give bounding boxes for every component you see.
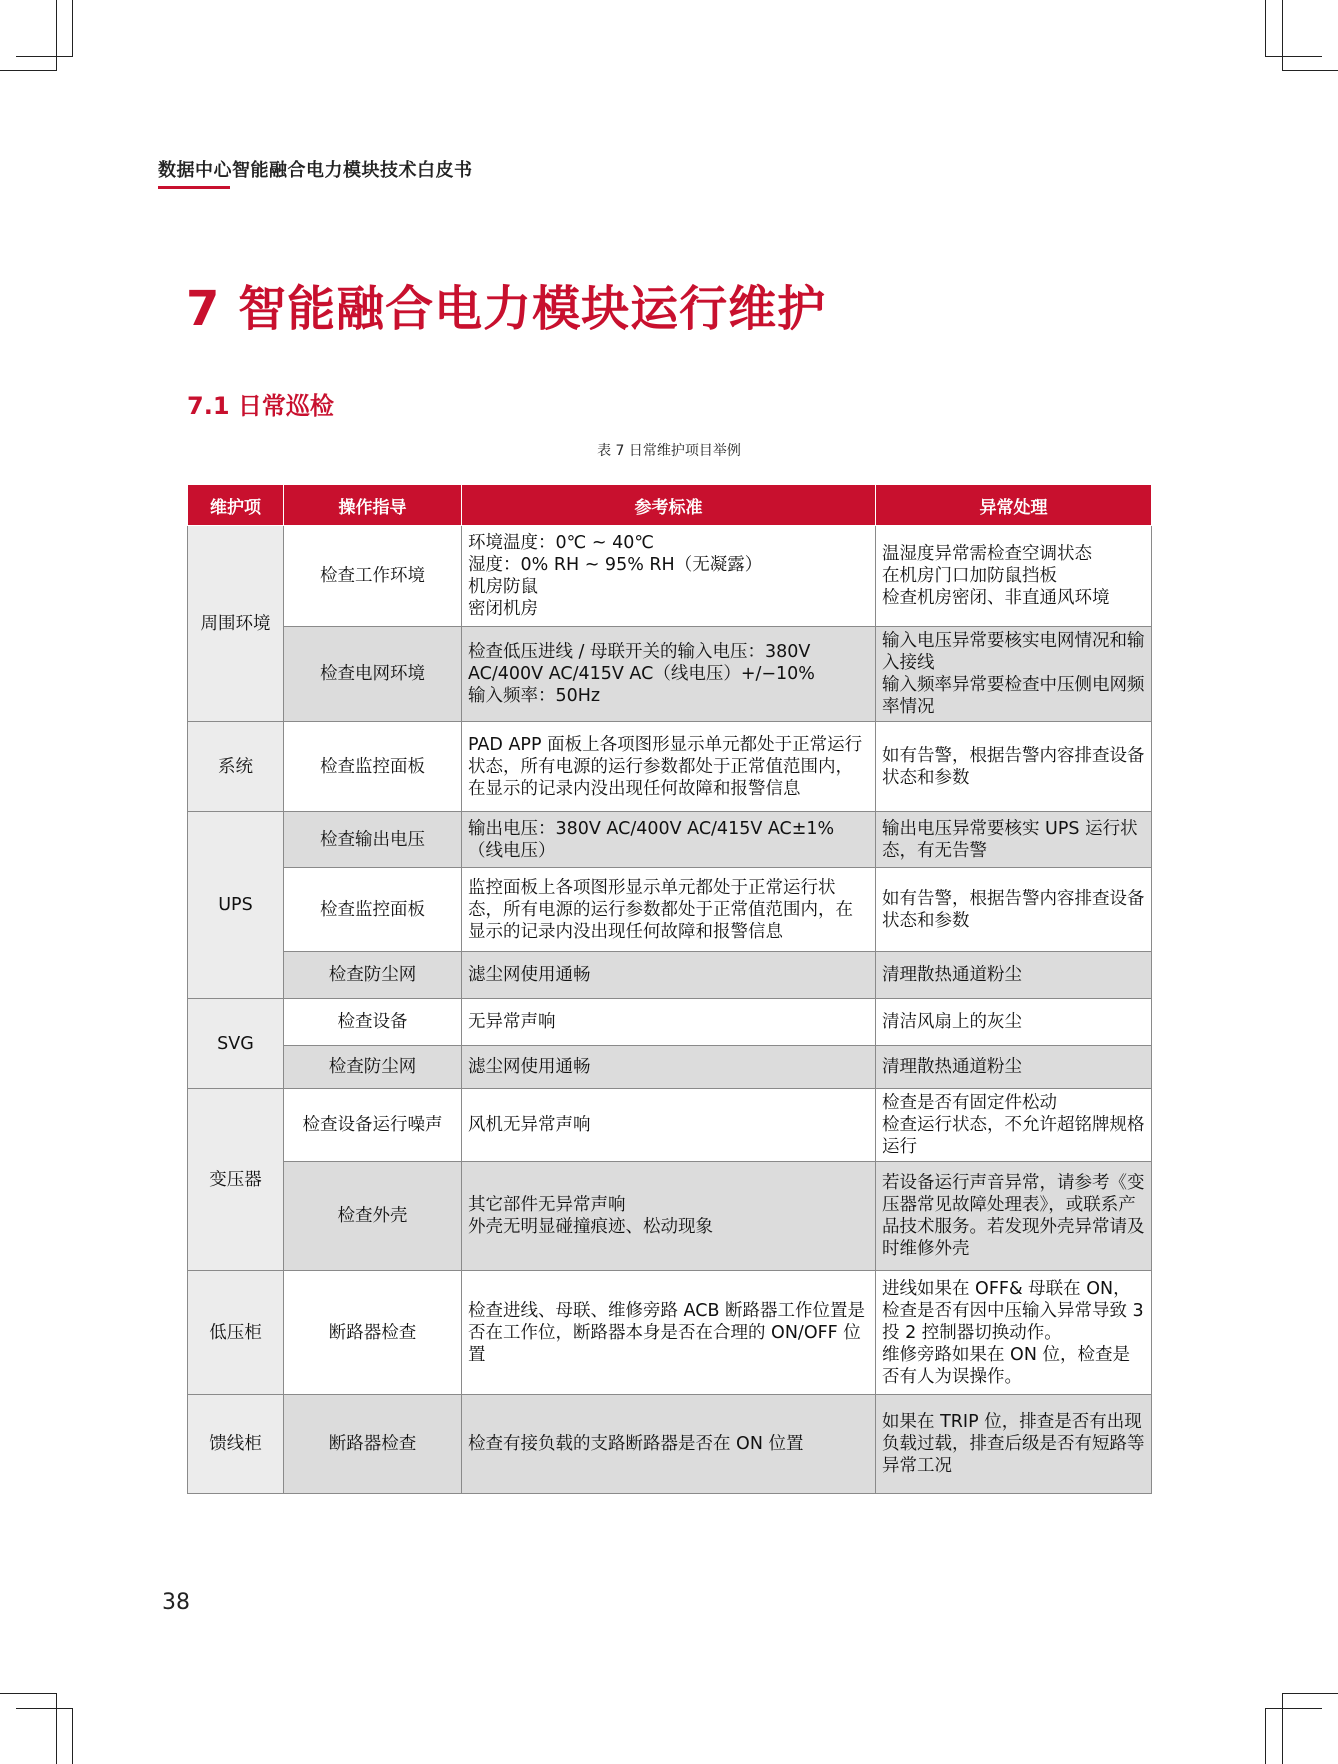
- table-header-row: [188, 485, 1152, 526]
- standard-cell: 滤尘网使用通畅: [468, 965, 591, 985]
- crop-mark: [56, 0, 57, 71]
- header-cell: 异常处理: [876, 485, 1152, 526]
- exception-cell: 清洁风扇上的灰尘: [882, 1012, 1022, 1032]
- standard-cell: 风机无异常声响: [468, 1115, 591, 1135]
- table-row: [188, 952, 1152, 999]
- crop-mark: [1265, 0, 1266, 56]
- crop-mark: [1265, 56, 1322, 57]
- exception-cell: 如果在 TRIP 位，排查是否有出现负载过载，排查后级是否有短路等异常工况: [882, 1412, 1145, 1476]
- table-row: [188, 722, 1152, 812]
- crop-mark: [72, 0, 73, 56]
- section-title: 7.1 日常巡检: [187, 392, 334, 420]
- category-cell: 系统: [188, 722, 284, 812]
- standard-cell: 输出电压：380V AC/400V AC/415V AC±1%（线电压）: [468, 818, 835, 861]
- crop-mark: [16, 56, 73, 57]
- operation-cell: 检查工作环境: [284, 526, 462, 627]
- table-row: [188, 627, 1152, 722]
- exception-cell: 进线如果在 OFF& 母联在 ON，检查是否有因中压输入异常导致 3 投 2 控制器切换动作。 维修旁路如果在 ON 位，检查是否有人为误操作。: [882, 1278, 1144, 1387]
- standard-cell: 环境温度：0℃ ~ 40℃ 湿度：0% RH ~ 95% RH（无凝露） 机房防鼠 密闭机房: [468, 533, 763, 619]
- chapter-title: 7 智能融合电力模块运行维护: [186, 281, 827, 337]
- maintenance-table: [187, 484, 1152, 1494]
- standard-cell: 其它部件无异常声响 外壳无明显碰撞痕迹、松动现象: [468, 1195, 713, 1237]
- exception-cell: 输出电压异常要核实 UPS 运行状态，有无告警: [882, 818, 1138, 861]
- exception-cell: 输入电压异常要核实电网情况和输入接线 输入频率异常要检查中压侧电网频率情况: [882, 631, 1145, 717]
- table-caption: 表 7 日常维护项目举例: [597, 443, 741, 459]
- category-cell: 低压柜: [188, 1271, 284, 1395]
- table-row: [188, 1046, 1152, 1089]
- table-row: [188, 1089, 1152, 1162]
- standard-cell: 滤尘网使用通畅: [468, 1057, 591, 1077]
- table-row: [188, 1162, 1152, 1271]
- exception-cell: 温湿度异常需检查空调状态 在机房门口加防鼠挡板 检查机房密闭、非直通风环境: [882, 544, 1110, 608]
- category-cell: 馈线柜: [188, 1395, 284, 1494]
- category-cell: 变压器: [188, 1089, 284, 1271]
- crop-mark: [0, 1693, 56, 1694]
- crop-mark: [0, 70, 56, 71]
- operation-cell: 检查防尘网: [284, 952, 462, 999]
- table-row: [188, 812, 1152, 868]
- operation-cell: 检查设备: [284, 999, 462, 1046]
- page-number: 38: [162, 1590, 190, 1615]
- crop-mark: [1282, 70, 1338, 71]
- header-cell: 参考标准: [462, 485, 876, 526]
- crop-mark: [1265, 1708, 1266, 1764]
- header-rule: [158, 186, 230, 189]
- operation-cell: 检查输出电压: [284, 812, 462, 868]
- table-row: [188, 1271, 1152, 1395]
- operation-cell: 检查监控面板: [284, 868, 462, 952]
- category-cell: UPS: [188, 812, 284, 999]
- table-row: [188, 999, 1152, 1046]
- exception-cell: 检查是否有固定件松动 检查运行状态，不允许超铭牌规格运行: [882, 1093, 1145, 1157]
- crop-mark: [1282, 1693, 1283, 1764]
- operation-cell: 检查防尘网: [284, 1046, 462, 1089]
- table-row: [188, 1395, 1152, 1494]
- standard-cell: 无异常声响: [468, 1012, 556, 1032]
- crop-mark: [72, 1708, 73, 1764]
- exception-cell: 如有告警，根据告警内容排查设备状态和参数: [882, 745, 1145, 788]
- exception-cell: 如有告警，根据告警内容排查设备状态和参数: [882, 888, 1145, 931]
- standard-cell: 检查低压进线 / 母联开关的输入电压：380V AC/400V AC/415V AC（线电压）+/−10% 输入频率：50Hz: [468, 642, 815, 706]
- exception-cell: 清理散热通道粉尘: [882, 965, 1022, 985]
- operation-cell: 断路器检查: [284, 1271, 462, 1395]
- operation-cell: 检查电网环境: [284, 627, 462, 722]
- exception-cell: 若设备运行声音异常，请参考《变压器常见故障处理表》，或联系产品技术服务。若发现外壳异常请及时维修外壳: [882, 1173, 1145, 1259]
- operation-cell: 断路器检查: [284, 1395, 462, 1494]
- standard-cell: 检查进线、母联、维修旁路 ACB 断路器工作位置是否在工作位，断路器本身是否在合理的 ON/OFF 位置: [468, 1300, 866, 1365]
- crop-mark: [56, 1693, 57, 1764]
- operation-cell: 检查监控面板: [284, 722, 462, 812]
- table-row: [188, 868, 1152, 952]
- standard-cell: 检查有接负载的支路断路器是否在 ON 位置: [468, 1434, 804, 1454]
- running-header: 数据中心智能融合电力模块技术白皮书: [158, 160, 473, 181]
- standard-cell: PAD APP 面板上各项图形显示单元都处于正常运行状态，所有电源的运行参数都处于正常值范围内，在显示的记录内没出现任何故障和报警信息: [468, 734, 863, 799]
- category-cell: SVG: [188, 999, 284, 1089]
- table-row: [188, 526, 1152, 627]
- exception-cell: 清理散热通道粉尘: [882, 1057, 1022, 1077]
- crop-mark: [16, 1708, 73, 1709]
- operation-cell: 检查外壳: [284, 1162, 462, 1271]
- standard-cell: 监控面板上各项图形显示单元都处于正常运行状态，所有电源的运行参数都处于正常值范围内，在显示的记录内没出现任何故障和报警信息: [468, 877, 853, 942]
- header-cell: 操作指导: [284, 485, 462, 526]
- operation-cell: 检查设备运行噪声: [284, 1089, 462, 1162]
- crop-mark: [1282, 1693, 1338, 1694]
- category-cell: 周围环境: [188, 526, 284, 722]
- crop-mark: [1282, 0, 1283, 71]
- header-cell: 维护项: [188, 485, 284, 526]
- crop-mark: [1265, 1708, 1322, 1709]
